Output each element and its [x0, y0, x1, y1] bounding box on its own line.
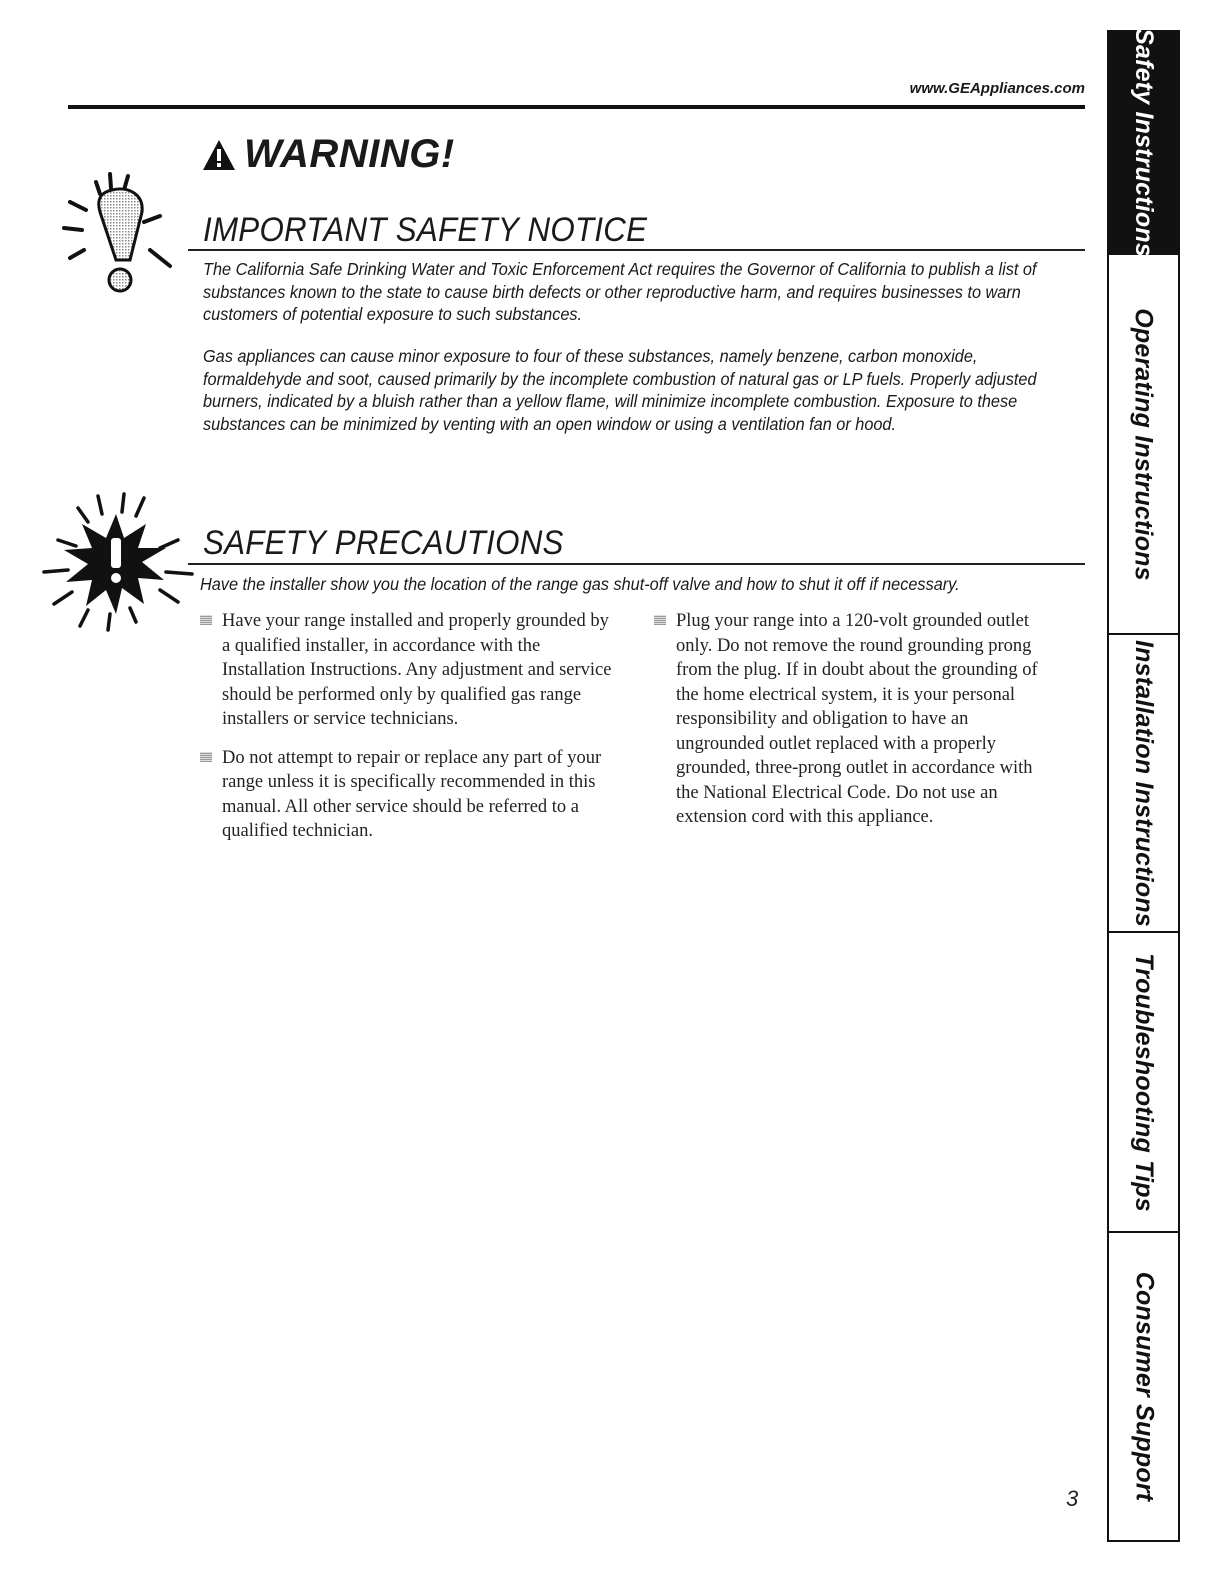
section-tabs: [1107, 30, 1180, 1542]
precautions-right-column: [654, 609, 1059, 844]
precautions-title: SAFETY PRECAUTIONS: [203, 524, 564, 562]
list-item: Have your range installed and properly grounded by a qualified installer, in accordance with the Installation Instructions. Any adjustment and service should be performed only by qualified gas range installers or service technicians.: [200, 609, 620, 732]
header-rule: [68, 105, 1085, 109]
notice-rule: [188, 249, 1085, 251]
notice-paragraph-1: The California Safe Drinking Water and Toxic Enforcement Act requires the Governor of California to publish a list of substances known to the state to cause birth defects or other reproductive harm, and requires businesses to warn customers of potential exposure to such substances.: [203, 259, 1037, 324]
bullet-icon: [200, 615, 212, 625]
website-url: www.GEAppliances.com: [909, 80, 1085, 97]
tab-installation-instructions[interactable]: Installation Instructions: [1109, 635, 1178, 933]
precautions-rule: [188, 563, 1085, 565]
tab-consumer-support[interactable]: Consumer Support: [1130, 1271, 1158, 1502]
list-item: Do not attempt to repair or replace any part of your range unless it is specifically recommended in this manual. All other service should be referred to a qualified technician.: [200, 746, 620, 844]
exclamation-alert-icon: [50, 168, 185, 308]
tab-operating-instructions[interactable]: Operating Instructions: [1109, 255, 1178, 635]
bullet-icon: [654, 615, 666, 625]
precautions-intro: Have the installer show you the location of the range gas shut-off valve and how to shut it off if necessary.: [200, 574, 960, 594]
tab-safety-instructions[interactable]: Safety Instructions: [1109, 32, 1178, 255]
list-item: Plug your range into a 120-volt grounded outlet only. Do not remove the round grounding prong from the plug. If in doubt about the grounding of the home electrical system, it is your personal responsibility and obligation to have an ungrounded outlet replaced with a properly grounded, three-prong outlet in accordance with the National Electrical Code. Do not use an extension cord with this appliance.: [654, 609, 1059, 830]
warning-title: WARNING!: [244, 132, 455, 176]
notice-paragraph-2: Gas appliances can cause minor exposure to four of these substances, namely benzene, carbon monoxide, formaldehyde and soot, caused primarily by the incomplete combustion of natural gas or LP fuels. Properly adjusted burners, indicated by a bluish rather than a yellow flame, will minimize incomplete combustion. Exposure to these substances can be minimized by venting with an open window or using a ventilation fan or hood.: [203, 346, 1037, 434]
tab-troubleshooting-tips[interactable]: Troubleshooting Tips: [1109, 933, 1178, 1233]
starburst-alert-icon: [28, 492, 198, 632]
warning-triangle-icon: [202, 139, 236, 171]
page-number: 3: [1066, 1486, 1079, 1511]
warning-heading: [202, 132, 455, 177]
precautions-left-column: [200, 609, 620, 858]
bullet-icon: [200, 752, 212, 762]
notice-title: IMPORTANT SAFETY NOTICE: [203, 211, 648, 249]
